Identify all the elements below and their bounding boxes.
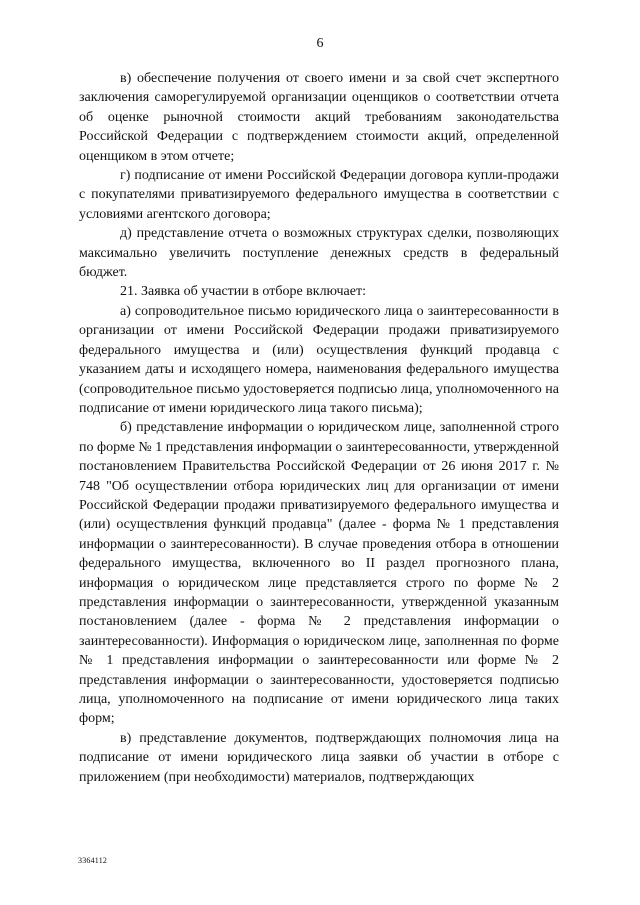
page-number: 6 [316, 36, 324, 51]
paragraph-item-d: д) представление отчета о возможных структурах сделки, позволяющих максимально увеличить поступление денежных средств в федеральный бюджет. [79, 226, 559, 281]
paragraph-item-v: в) обеспечение получения от своего имени и за свой счет экспертного заключения саморегулируемой организации оценщиков о соответствии отчета об оценке рыночной стоимости акций требованиям законодательства Российской Федерации с подтверждением стоимости акций, определенной оценщиком в этом отчете; [79, 71, 559, 164]
paragraph-item-g: г) подписание от имени Российской Федерации договора купли-продажи с покупателями приватизируемого федерального имущества в соответствии с условиями агентского договора; [79, 168, 559, 222]
document-code: 3364112 [78, 856, 108, 865]
paragraph-item-a: а) сопроводительное письмо юридического лица о заинтересованности в организации от имени Российской Федерации продажи приватизируемого федерального имущества и (или) осуществления функций продавца с указанием даты и исходящего номера, наименования федерального имущества (сопроводительное письмо удостоверяется подписью лица, уполномоченного на подписание от имени юридического лица такого письма); [79, 303, 559, 416]
paragraph-item-b: б) представление информации о юридическом лице, заполненной строго по форме № 1 представления информации о заинтересованности, утвержденной постановлением Правительства Российской Федерации от 26 июня 2017 г. № 748 "Об осуществлении отбора юридических лиц для организации от имени Российской Федерации продажи приватизируемого федерального имущества и (или) осуществления функций продавца" (далее - форма № 1 представления информации о заинтересованности). В случае проведения отбора в отношении федерального имущества, включенного во II раздел прогнозного плана, информация о юридическом лице представляется строго по форме № 2 представления информации о заинтересованности, утвержденной указанным постановлением (далее - форма № 2 представления информации о заинтересованности). Информация о юридическом лице, заполненная по форме № 1 представления информации о заинтересованности или форме № 2 представления информации о заинтересованности, удостоверяется подписью лица, уполномоченного на подписание от имени юридического лица таких форм; [79, 420, 559, 727]
paragraph-item-v-2: в) представление документов, подтверждающих полномочия лица на подписание от имени юридического лица заявки об участии в отборе с приложением (при необходимости) материалов, подтверждающих [79, 730, 559, 785]
document-body [79, 69, 559, 787]
paragraph-clause-21: 21. Заявка об участии в отборе включает: [120, 284, 366, 300]
